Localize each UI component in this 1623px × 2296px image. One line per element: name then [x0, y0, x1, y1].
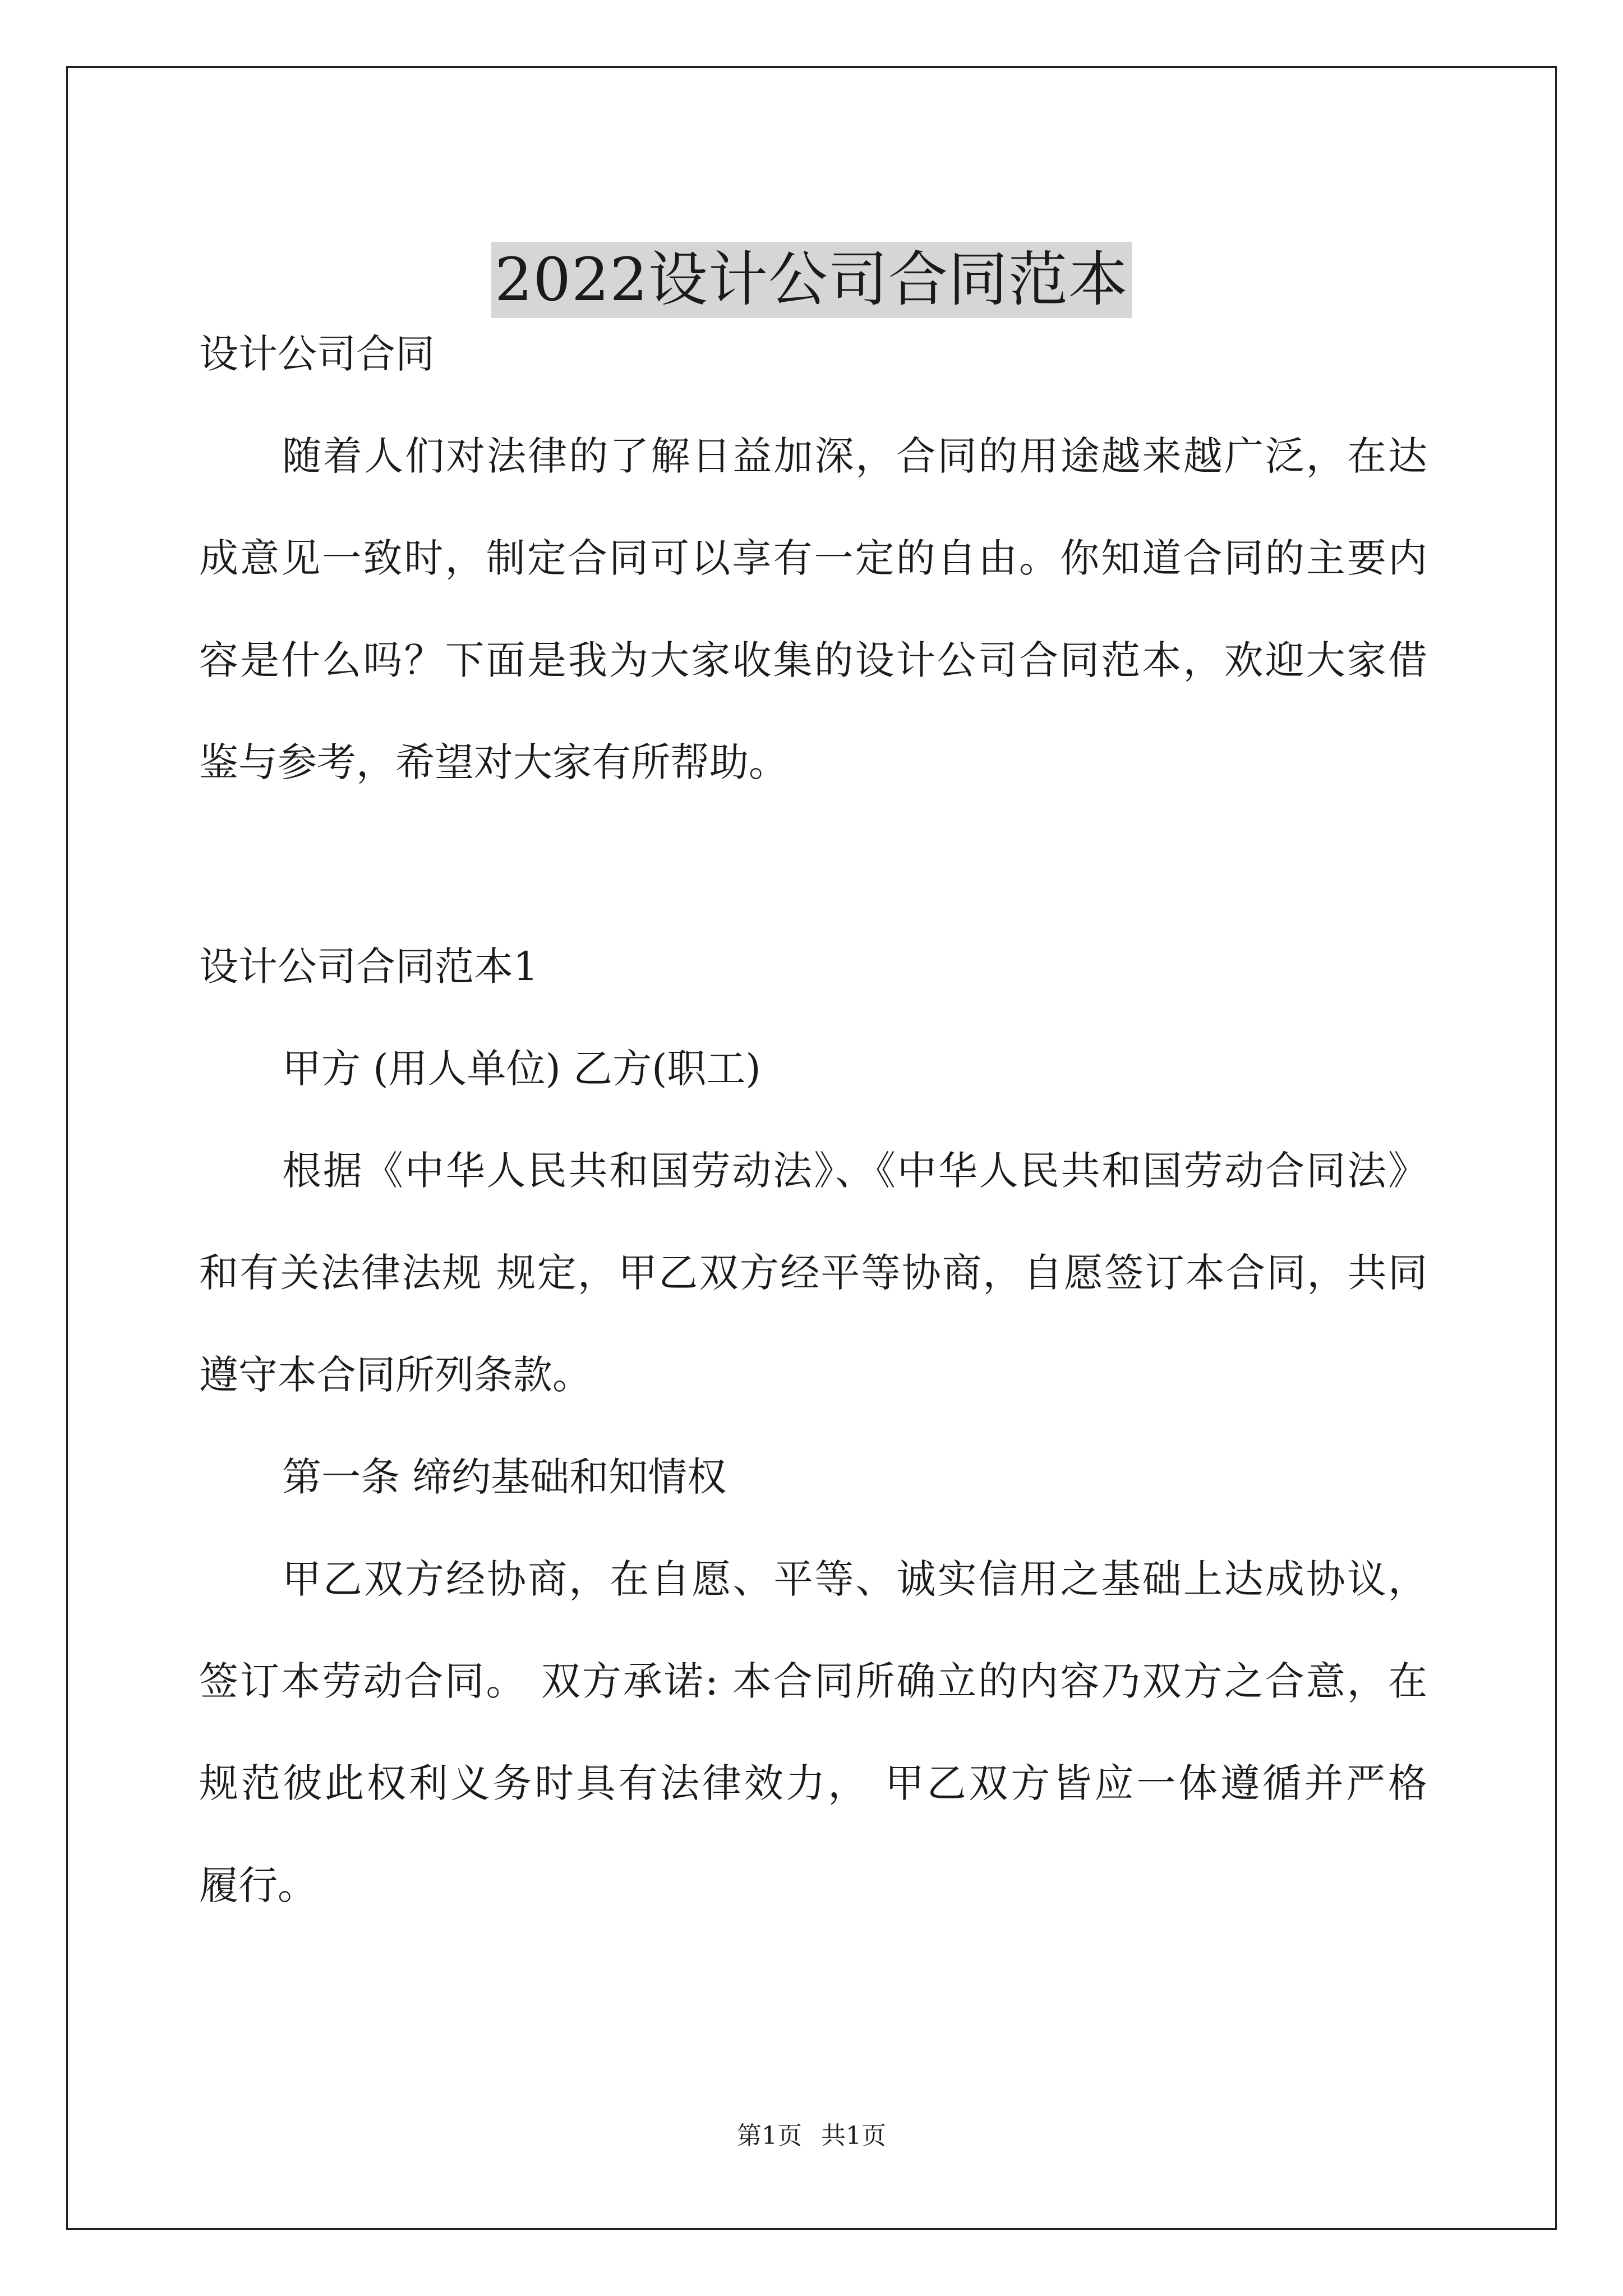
contract-heading: 设计公司合同范本1 [199, 944, 538, 990]
article-line: 规范彼此权利义务时具有法律效力， 甲乙双方皆应一体遵循并严格 [199, 1760, 1427, 1806]
basis-line: 遵守本合同所列条款。 [199, 1352, 592, 1398]
basis-line: 和有关法律法规 规定，甲乙双方经平等协商，自愿签订本合同，共同 [199, 1250, 1427, 1296]
page-footer [0, 2119, 1623, 2153]
page-total: 共1页 [821, 2122, 886, 2150]
article-line: 甲乙双方经协商，在自愿、平等、诚实信用之基础上达成协议， [282, 1556, 1427, 1602]
page-number: 第1页 [737, 2122, 802, 2150]
article-line: 履行。 [199, 1862, 317, 1908]
article-line: 签订本劳动合同。 双方承诺: 本合同所确立的内容乃双方之合意，在 [199, 1658, 1427, 1704]
intro-line: 鉴与参考，希望对大家有所帮助。 [199, 739, 788, 785]
document-body [199, 303, 1427, 1936]
spacer [199, 813, 1427, 915]
article-title: 第一条 缔约基础和知情权 [282, 1454, 727, 1500]
document-title: 2022设计公司合同范本 [491, 242, 1132, 318]
intro-line: 成意见一致时，制定合同可以享有一定的自由。你知道合同的主要内 [199, 535, 1427, 581]
intro-line: 随着人们对法律的了解日益加深，合同的用途越来越广泛，在达 [282, 433, 1427, 479]
section-heading: 设计公司合同 [199, 331, 435, 377]
intro-line: 容是什么吗？下面是我为大家收集的设计公司合同范本，欢迎大家借 [199, 637, 1427, 683]
parties-line: 甲方 (用人单位) 乙方(职工) [282, 1046, 761, 1092]
basis-line: 根据《中华人民共和国劳动法》、《中华人民共和国劳动合同法》 [282, 1148, 1427, 1194]
